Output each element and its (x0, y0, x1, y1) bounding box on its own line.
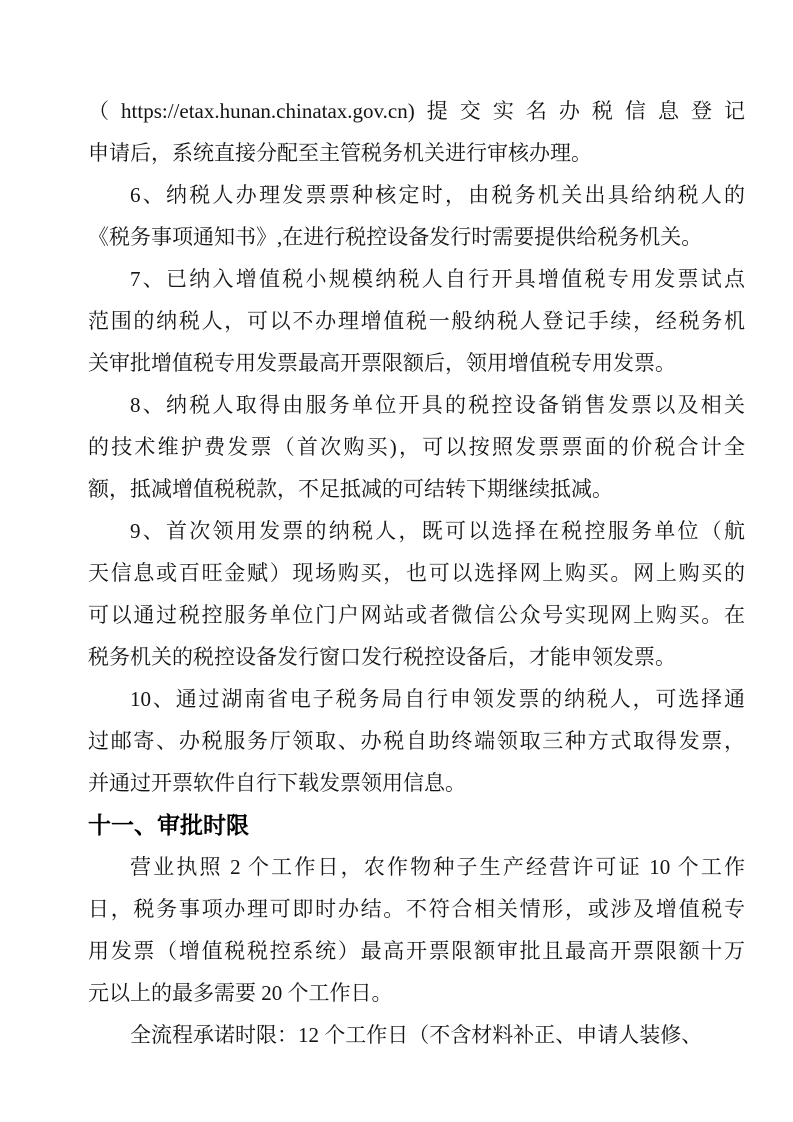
text-line: 9、首次领用发票的纳税人，既可以选择在税控服务单位（航 (130, 519, 745, 543)
section-heading-text: 十一、审批时限 (88, 812, 249, 838)
text-line: 天信息或百旺金赋）现场购买，也可以选择网上购买。网上购买的 (88, 561, 745, 585)
paragraph-item-8 (88, 384, 745, 510)
text-line: 范围的纳税人，可以不办理增值税一般纳税人登记手续，经税务机 (88, 309, 745, 333)
text-line: 日，税务事项办理可即时办结。不符合相关情形，或涉及增值税专 (88, 897, 745, 921)
text-line: 申请后，系统直接分配至主管税务机关进行审核办理。 (88, 141, 592, 165)
paragraph-approval-durations (88, 846, 745, 1014)
text-line: 7、已纳入增值税小规模纳税人自行开具增值税专用发票试点 (130, 267, 745, 291)
text-line: 可以通过税控服务单位门户网站或者微信公众号实现网上购买。在 (88, 603, 745, 627)
heading-section-11-approval-time-limit (88, 804, 745, 846)
text-line: 《税务事项通知书》,在进行税控设备发行时需要提供给税务机关。 (88, 225, 703, 249)
document-content (88, 90, 745, 1056)
paragraph-intro-continued (88, 90, 745, 174)
text-line: 额，抵减增值税税款，不足抵减的可结转下期继续抵减。 (88, 477, 613, 501)
text-line: 的技术维护费发票（首次购买)，可以按照发票票面的价税合计全 (88, 435, 745, 459)
text-line: 并通过开票软件自行下载发票领用信息。 (88, 771, 466, 795)
text-line: （https://etax.hunan.chinatax.gov.cn)提交实名办税信息登记 (88, 99, 745, 123)
text-line: 用发票（增值税税控系统）最高开票限额审批且最高开票限额十万 (88, 939, 745, 963)
paragraph-item-10 (88, 678, 745, 804)
text-line: 税务机关的税控设备发行窗口发行税控设备后，才能申领发票。 (88, 645, 676, 669)
text-line: 关审批增值税专用发票最高开票限额后，领用增值税专用发票。 (88, 351, 676, 375)
text-line: 全流程承诺时限：12 个工作日（不含材料补正、申请人装修、 (130, 1023, 703, 1047)
text-line: 6、纳税人办理发票票种核定时，由税务机关出具给纳税人的 (130, 183, 745, 207)
paragraph-item-7 (88, 258, 745, 384)
paragraph-full-process-commitment (88, 1014, 745, 1056)
paragraph-item-9 (88, 510, 745, 678)
text-line: 8、纳税人取得由服务单位开具的税控设备销售发票以及相关 (130, 393, 745, 417)
paragraph-item-6 (88, 174, 745, 258)
text-line: 元以上的最多需要 20 个工作日。 (88, 981, 393, 1005)
text-line: 10、通过湖南省电子税务局自行申领发票的纳税人，可选择通 (130, 687, 745, 711)
text-line: 营业执照 2 个工作日，农作物种子生产经营许可证 10 个工作 (130, 855, 745, 879)
text-line: 过邮寄、办税服务厅领取、办税自助终端领取三种方式取得发票， (88, 729, 745, 753)
